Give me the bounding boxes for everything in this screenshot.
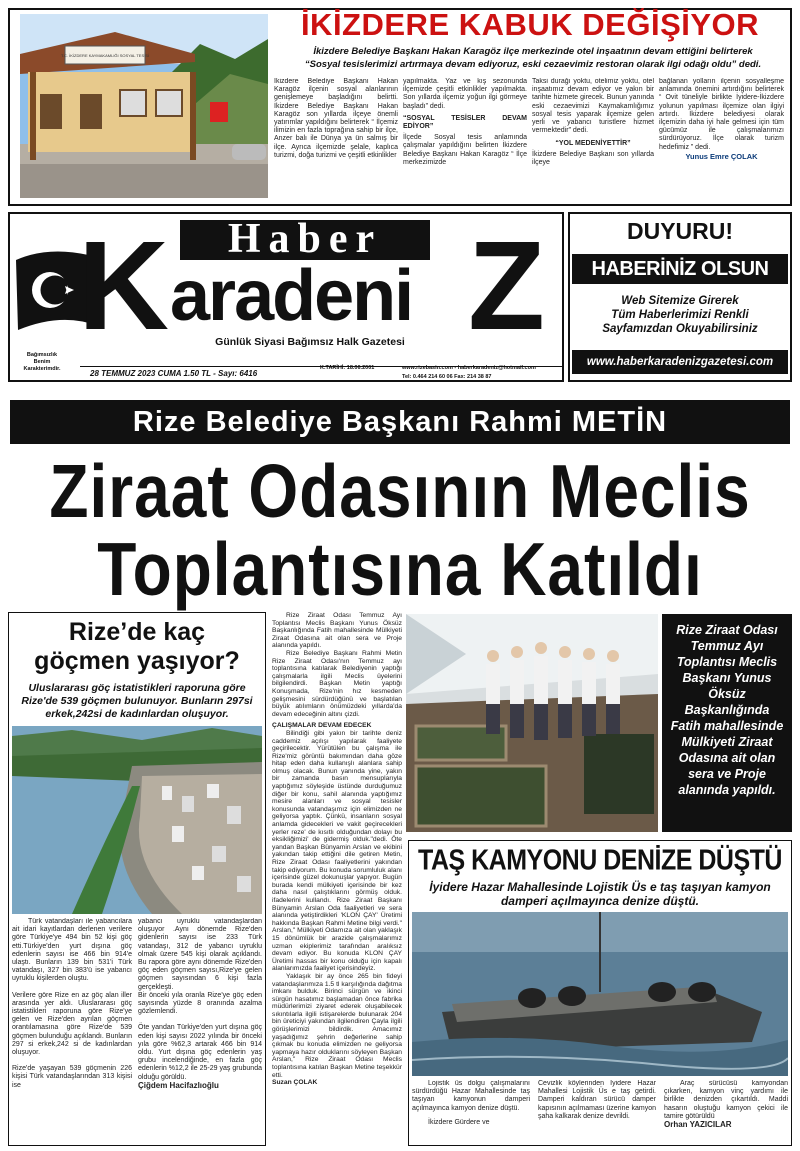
- facility-sign-text: T.C. İKİZDERE KAYMAKAMLIĞI SOSYAL TESİSİ: [60, 53, 150, 58]
- fallen-truck-photo: [412, 912, 788, 1076]
- top-col-3-text-b: İkizdere Belediye Başkanı son yıllarda ilçeye: [532, 150, 654, 166]
- slogan-line-3: Karakterimdir.: [23, 366, 61, 372]
- top-subheadline-2: “Sosyal tesislerimizi artırmaya devam ediyoruz, eski cezaevimiz restoran olarak ilgi odağı oldu” dedi.: [304, 59, 762, 70]
- main-headline-1: Ziraat Odasının Meclis: [49, 448, 751, 534]
- council-text-3: Bilindiği gibi yakın bir tarihte deniz caddemiz açılışı yapılarak faaliyete geçirilecektir. Yürütülen bu çalışma ile Rize'miz görüntü bakımından daha göze hitap eden daha kullanışlı alanlara sahip olmuş olacak. Bunun yanında yine, yakın bir zamanda basın mensuplarıyla yaptığımız söyleşide üstünde durduğumuz diğer bir konu, sahil alanında yaptığımız mesire alanları ve sosyal tesisler konusunda vatandaşımız için elimizden ne geliyorsa yaptık. Çünkü, insanların sosyal anlamda gidecekleri ve vakit geçirecekleri yerler reze' de kısıtlı olduğundan dolayı bu eksikliğimizi' de gidermiş olduk."dedi. Öte yandan Başkan Bünyamin Arslan ve ekibini yakından takip ettiğini dile getiren Metin, Rize Ziraat Odası faaliyetlerini yakından takip ediyorum. Bu konuda sorumluluk alanı içerisinde güzel dokunuşlar yapıyor. Bugün burada kendi mülkiyeti içerisinde bir kez daha nasıl çalıştıklarını görmüş olduk. ifadelerini kullandı. Rize Ziraat Başkanı Bünyamin Arslan Oda faaliyetleri ve sera alanında yetiştirdikleri 'KLON ÇAY' Üretimi hakkında Başkan Rahmi Metine bilgi verdi." Arslan," Mülkiyeti Odamıza ait olan yaklaşık 15 dönümlük bir arazide çalışmalarımız uzman ekiplerimiz tarafından aralıksız devam ediyor. Bu konuda KLON ÇAY Üretimi hassas bir konu olduğu için kapalı alanlarımızda faaliyet içerisindeyiz.: [272, 729, 402, 973]
- migration-col-2-text-c: Öte yandan Türkiye'den yurt dışına göç eden kişi sayısı 2022 yılında bir önceki yıla göre %62,3 artarak 466 bin 914 oldu. Yurt dışına göç edenlerin yaş grubu incelendiğinde, en fazla göç edenlerin %12,2 ile 25-29 yaş grubunda olduğu görüldü.: [138, 1024, 262, 1081]
- masthead-wordmark: aradeni: [170, 256, 413, 336]
- migration-col-1-text-a: Türk vatandaşları ile yabancılara ait idari kayıtlardan derlenen verilere göre Türkiye'ye 494 bin 52 kişi göç etti.Türkiye'den yurt dışına göç edenlerin sayısı ise 466 bin 914'e ulaştı. Bunların 139 bin 531'i Türk vatandaşı, 327 bin 383'ü ise yabancı uyruklu kişilerden oluştu.: [12, 918, 132, 983]
- migration-col-1: [12, 918, 132, 1146]
- top-col-2-text-b: İlçede Sosyal tesis anlamında çalışmalar yapıldığını belirten İkizdere Belediye Başkanı Hakan Karagöz “ İlçe merkezimizde: [403, 134, 527, 166]
- top-col-3-text-a: Taksi durağı yoktu, otelimiz yoktu, otel inşaatımız devam ediyor ve yakın bir tarihte hizmete girecek. Bunun yanında eski cezaevimizi Kaymakamlığımız sosyal tesis yaparak ilçemize gelen yerli ve yabancı turistlere hizmet vermektedir” dedi.: [532, 78, 654, 135]
- announcement-text-2: Tüm Haberlerimizi Renkli: [611, 309, 749, 321]
- migration-subtitle: Uluslararası göç istatistikleri raporuna göre Rize'de 539 göçmen bulunuyor. Bunların 297si erkek,242si de kadınlardan oluşuyor.: [21, 682, 253, 720]
- masthead-big-z: Z: [468, 215, 541, 356]
- top-col-3-heading: “YOL MEDENİYETTİR”: [555, 140, 631, 148]
- migration-col-1-text-c: Rize'de yaşayan 539 göçmenin 226 kişisi Türk vatandaşlarından 313 kişisi ise: [12, 1065, 132, 1089]
- council-text-2: Rize Belediye Başkanı Rahmi Metin Rize Ziraat Odası'nın Temmuz ayı toplantısına katılarak Belediyenin yaptığı çalışmalarla ilgili Meclis üyelerini bilgilendirdi. Başkan Metin yaptığı Konuşmada, Rize'nin hız kesmeden gelişmesini sürdürdüğünü ve başlatılan büyük atılımların önümüzdeki yıllarda'da devam edeceğinin altını çizdi.: [272, 649, 402, 718]
- founding-date: K.TARİHİ: 18.06.2001: [320, 365, 375, 371]
- top-headline: İKİZDERE KABUK DEĞİŞİYOR: [300, 7, 760, 42]
- slogan: [16, 352, 68, 373]
- top-col-4: [659, 78, 784, 198]
- slogan-line-1: Bağımsızlık: [26, 352, 58, 358]
- truck-subtitle: İyidere Hazar Mahallesinde Lojistik Üs e taş taşıyan kamyon damperi açılmayınca denize düştü.: [429, 880, 771, 908]
- main-headline-2: Toplantısına Katıldı: [97, 526, 703, 612]
- masthead-big-k: K: [78, 215, 165, 356]
- contact-line: www.rizebasin.com - haberkaradeniz@hotmail.com: [402, 365, 536, 371]
- council-story: [272, 612, 402, 1148]
- announcement-text-3: Sayfamızdan Okuyabilirsiniz: [602, 323, 758, 335]
- truck-col-1-text-b: İkizdere Gürdere ve: [428, 1118, 490, 1126]
- website-url[interactable]: www.haberkaradenizgazetesi.com: [586, 356, 774, 368]
- migration-title-2: göçmen yaşıyor?: [34, 647, 240, 675]
- truck-col-3: [664, 1080, 788, 1146]
- truck-author: Orhan YAZICILAR: [664, 1120, 732, 1130]
- date-line: 28 TEMMUZ 2023 CUMA 1.50 TL - Sayı: 6416: [90, 369, 258, 378]
- haber-label: Haber: [227, 216, 383, 262]
- top-col-2-heading: “SOSYAL TESİSLER DEVAM EDİYOR”: [403, 114, 527, 131]
- council-author: Suzan ÇOLAK: [272, 1079, 318, 1087]
- migration-title-1: Rize’de kaç: [68, 618, 206, 646]
- top-col-3: [532, 78, 654, 198]
- truck-col-2: [538, 1080, 656, 1146]
- migration-col-2: [138, 918, 262, 1146]
- sidebar-text: Rize Ziraat Odası Temmuz Ayı Toplantısı Meclis Başkanı Yunus Öksüz Başkanlığında Fatih mahallesinde Mülkiyeti Ziraat Odasına ait olan sera ve Proje alanında yapıldı.: [670, 623, 784, 797]
- top-subheadline-1: İkizdere Belediye Başkanı Hakan Karagöz ilçe merkezinde otel inşaatının devam ettiğini belirterek: [313, 46, 753, 57]
- announcement-title: DUYURU!: [626, 218, 734, 244]
- truck-col-1: [412, 1080, 530, 1146]
- greenhouse-meeting-photo: [406, 614, 658, 832]
- migration-col-2-text-a: yabancı uyruklu vatandaşlardan oluşuyor .Aynı dönemde Rize'den gidenlerin sayısı ise 233 Türk vatandaşı, 312 de yabancı uyruklu olmak üzere 545 kişi olarak açıklandı. Bu rapora göre aynı dönemde Rize'den göç eden göçmen sayısı,Rize'ye gelen göçmen sayısından 6 kişi fazla gerçekleşti.: [138, 918, 262, 991]
- top-col-4-text: bağlanan yolların ilçenin sosyalleşme anlamında önemini artırdığını belirterek “ Ovit tüneliyle birlikte İyidere-İkizdere yolunun yapılması ilçemize olan ilgiyi artırdı. İkizdere belediyesi olarak ilçemizin daha iyi hale gelmesi için tüm gücümüz ile çalışmalarımızı sürdürüyoruz. İlçe olarak turizm hedefimiz ” dedi.: [659, 78, 784, 151]
- migration-col-1-text-b: Verilere göre Rize en az göç alan iller arasında yer aldı. Uluslararası göç istatistikleri raporuna göre Rize'ye gelen ve Rize'den ayrılan göçmen orantılamasına göre Rize'de 539 göçmen bulunduğu açıklandı. Bunların 297 si erkek,242 si de kadınlardan oluşuyor.: [12, 991, 132, 1057]
- top-col-1-text: İkizdere Belediye Başkanı Hakan Karagöz ilçenin sosyal alanlarının genişlemeye başladığını belirtti. İkizdere Belediye Başkanı Hakan Karagöz son yıllarda ilçeye önemli yatırımlar yapıldığını belirterek “ İlçemiz ilimizin en fazla toprağına sahip bir ilçe, Anzer balı ile Dünya ya ün salmış bir ilçe. Ayrıca ilçemizde şelale, kaplıca turizmi, doğa turizmi ve çeşitli etkinlikler: [274, 78, 398, 159]
- announcement-subtitle: HABERİNİZ OLSUN: [591, 258, 769, 280]
- truck-title: TAŞ KAMYONU DENİZE DÜŞTÜ: [418, 844, 782, 877]
- top-col-1: [274, 78, 398, 198]
- truck-col-3-text: Araç sürücüsü kamyondan çıkarken, kamyon vinç yardımı ile birlikte denizden çıkartıldı. Maddi hasarın oluştuğu kamyon çekici ile tamire götürüldü: [664, 1080, 788, 1120]
- masthead-tagline: Günlük Siyasi Bağımsız Halk Gazetesi: [215, 336, 405, 348]
- kicker: Rize Belediye Başkanı Rahmi METİN: [132, 406, 668, 438]
- truck-col-1-text-a: Lojistik üs dolgu çalışmalarını sürdürdüğü Hazar Mahallesinde taş taşıyan kamyonun damperi açılmayınca kamyon denize düştü.: [412, 1080, 530, 1112]
- council-text-1: Rize Ziraat Odası Temmuz Ayı Toplantısı Meclis Başkanı Yunus Öksüz Başkanlığında Fatih mahallesinde Mülkiyeti Ziraat Odasına ait olan sera ve Proje alanında yapıldı.: [272, 612, 402, 650]
- council-heading: ÇALIŞMALAR DEVAM EDECEK: [272, 722, 372, 730]
- ikizdere-facility-photo: [20, 14, 268, 198]
- announcement-text-1: Web Sitemize Girerek: [621, 295, 739, 307]
- top-author: Yunus Emre ÇOLAK: [685, 151, 758, 161]
- migration-col-2-text-b: Bir önceki yıla oranla Rize'ye göç eden sayısında yüzde 8 oranında azalma gözlemlendi.: [138, 991, 262, 1016]
- council-text-4: Yaklaşık bir ay önce 265 bin fideyi vatandaşlarımıza 1.5 tl karşılığında dağıtma imkanı bulduk. Birinci sürgün ve ikinci sürgün hasatımız başlamadan önce fabrika müdürlerimizi ziyaret ederek oluşabilecek sıkıntılarla ilgili istişarelerde bulunarak 204 bin üreticiyi yakından ilgilendiren Çayla ilgili görüşlerimizi bildirdik. Amacımız yaşadığımız şehrin değerlerine sahip çıkmak bu konuda elimizden ne geliyorsa yapmaya hazır olduklarını söyleyen Başkan Arslan," Rize Ziraat Odası Meclis toplantısına katılan Başkan Metine teşekkür etti.: [272, 972, 402, 1079]
- phone-line: Tel: 0.464 214 60 06 Fax: 214 38 87: [402, 374, 492, 380]
- migration-author: Çiğdem Hacifazlıoğlu: [138, 1080, 219, 1090]
- top-col-2-text-a: yapılmakta. Yaz ve kış sezonunda ilçemizde çeşitli etkinlikler yapılmakta. Son yıllarda ilçemiz yoğun ilgi görmeye başladı” dedi.: [403, 78, 527, 110]
- top-col-2: [403, 78, 527, 198]
- slogan-line-2: Benim: [33, 359, 51, 365]
- announcement-text: [572, 294, 788, 336]
- rize-coast-photo: [12, 726, 262, 914]
- truck-col-2-text: Cevizlik köylerinden İyidere Hazar Mahallesi Lojistik Üs e taş getirdi. Damperi kaldıran sürücü damper kapısının açılmaması üzerine kamyon şaha kalkarak denize devrildi.: [538, 1080, 656, 1120]
